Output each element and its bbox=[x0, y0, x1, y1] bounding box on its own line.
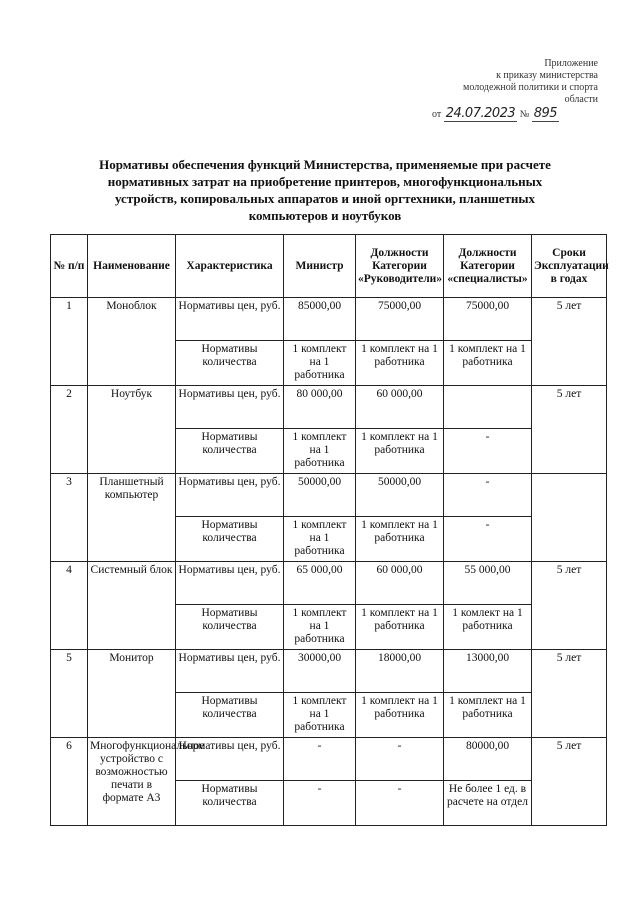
price-minister: - bbox=[284, 738, 356, 781]
price-leaders: 60 000,00 bbox=[356, 562, 444, 605]
item-number: 5 bbox=[51, 650, 88, 738]
price-row bbox=[51, 298, 607, 341]
appendix-block bbox=[378, 58, 598, 106]
price-minister: 85000,00 bbox=[284, 298, 356, 341]
appendix-line-4: области bbox=[564, 94, 598, 105]
price-leaders: 50000,00 bbox=[356, 474, 444, 517]
price-label: Нормативы цен, руб. bbox=[176, 650, 284, 693]
item-name: Ноутбук bbox=[88, 386, 176, 474]
quantity-leaders: 1 комплект на 1 работника bbox=[356, 341, 444, 386]
appendix-line-1: Приложение bbox=[544, 58, 598, 69]
price-specialists: 13000,00 bbox=[444, 650, 532, 693]
order-date-number bbox=[432, 106, 602, 121]
quantity-specialists: 1 комлект на 1 работника bbox=[444, 605, 532, 650]
price-minister: 80 000,00 bbox=[284, 386, 356, 429]
header-minister: Министр bbox=[284, 235, 356, 298]
quantity-leaders: 1 комплект на 1 работника bbox=[356, 693, 444, 738]
price-label: Нормативы цен, руб. bbox=[176, 562, 284, 605]
price-leaders: 75000,00 bbox=[356, 298, 444, 341]
quantity-leaders: 1 комплект на 1 работника bbox=[356, 429, 444, 474]
order-date: 24.07.2023 bbox=[445, 106, 516, 121]
quantity-minister: 1 комплект на 1 работника bbox=[284, 693, 356, 738]
price-specialists: 75000,00 bbox=[444, 298, 532, 341]
price-specialists: 80000,00 bbox=[444, 738, 532, 781]
price-row bbox=[51, 474, 607, 517]
quantity-specialists: Не более 1 ед. в расчете на отдел bbox=[444, 781, 532, 826]
item-number: 6 bbox=[51, 738, 88, 826]
header-terms: Сроки Эксплуатации в годах bbox=[532, 235, 607, 298]
quantity-specialists: 1 комплект на 1 работника bbox=[444, 341, 532, 386]
price-label: Нормативы цен, руб. bbox=[176, 386, 284, 429]
quantity-label: Нормативы количества bbox=[176, 605, 284, 650]
norms-table bbox=[50, 234, 607, 826]
price-specialists bbox=[444, 386, 532, 429]
item-name: Планшетный компьютер bbox=[88, 474, 176, 562]
item-name: Монитор bbox=[88, 650, 176, 738]
item-term: 5 лет bbox=[532, 298, 607, 386]
price-row bbox=[51, 562, 607, 605]
price-label: Нормативы цен, руб. bbox=[176, 298, 284, 341]
date-prefix: от bbox=[432, 109, 442, 120]
price-minister: 50000,00 bbox=[284, 474, 356, 517]
price-minister: 65 000,00 bbox=[284, 562, 356, 605]
item-term: 5 лет bbox=[532, 650, 607, 738]
quantity-minister: - bbox=[284, 781, 356, 826]
price-leaders: - bbox=[356, 738, 444, 781]
item-name: Моноблок bbox=[88, 298, 176, 386]
item-term: 5 лет bbox=[532, 386, 607, 474]
price-row bbox=[51, 650, 607, 693]
quantity-leaders: - bbox=[356, 781, 444, 826]
quantity-specialists: - bbox=[444, 517, 532, 562]
quantity-specialists: 1 комплект на 1 работника bbox=[444, 693, 532, 738]
appendix-line-3: молодежной политики и спорта bbox=[463, 82, 598, 93]
header-name: Наименование bbox=[88, 235, 176, 298]
quantity-label: Нормативы количества bbox=[176, 517, 284, 562]
item-term: 5 лет bbox=[532, 738, 607, 826]
quantity-leaders: 1 комплект на 1 работника bbox=[356, 517, 444, 562]
price-leaders: 18000,00 bbox=[356, 650, 444, 693]
quantity-label: Нормативы количества bbox=[176, 693, 284, 738]
header-row bbox=[51, 235, 607, 298]
quantity-minister: 1 комплект на 1 работника bbox=[284, 341, 356, 386]
quantity-label: Нормативы количества bbox=[176, 341, 284, 386]
price-label: Нормативы цен, руб. bbox=[176, 474, 284, 517]
item-number: 2 bbox=[51, 386, 88, 474]
quantity-label: Нормативы количества bbox=[176, 429, 284, 474]
item-name: Системный блок bbox=[88, 562, 176, 650]
quantity-leaders: 1 комплект на 1 работника bbox=[356, 605, 444, 650]
header-leaders: Должности Категории «Руководители» bbox=[356, 235, 444, 298]
price-specialists: - bbox=[444, 474, 532, 517]
header-characteristic: Характеристика bbox=[176, 235, 284, 298]
number-prefix: № bbox=[519, 109, 530, 120]
item-term: 5 лет bbox=[532, 562, 607, 650]
order-number: 895 bbox=[533, 106, 558, 121]
document-title: Нормативы обеспечения функций Министерства, применяемые при расчете нормативных затрат на приобретение принтеров, многофункциональных устройств, копировальных аппаратов и иной оргтехники, планшетных компьютеров и ноутбуков bbox=[99, 157, 551, 223]
item-number: 3 bbox=[51, 474, 88, 562]
norms-body bbox=[51, 298, 607, 826]
quantity-label: Нормативы количества bbox=[176, 781, 284, 826]
quantity-minister: 1 комплект на 1 работника bbox=[284, 517, 356, 562]
price-row bbox=[51, 738, 607, 781]
quantity-minister: 1 комплект на 1 работника bbox=[284, 429, 356, 474]
price-row bbox=[51, 386, 607, 429]
quantity-minister: 1 комплект на 1 работника bbox=[284, 605, 356, 650]
item-number: 4 bbox=[51, 562, 88, 650]
quantity-specialists: - bbox=[444, 429, 532, 474]
price-specialists: 55 000,00 bbox=[444, 562, 532, 605]
price-minister: 30000,00 bbox=[284, 650, 356, 693]
item-number: 1 bbox=[51, 298, 88, 386]
price-leaders: 60 000,00 bbox=[356, 386, 444, 429]
appendix-line-2: к приказу министерства bbox=[496, 70, 598, 81]
item-name: Многофункциональное устройство с возможностью печати в формате А3 bbox=[88, 738, 176, 826]
header-specialists: Должности Категории «специалисты» bbox=[444, 235, 532, 298]
header-num: № п/п bbox=[51, 235, 88, 298]
price-label: Нормативы цен, руб. bbox=[176, 738, 284, 781]
item-term bbox=[532, 474, 607, 562]
